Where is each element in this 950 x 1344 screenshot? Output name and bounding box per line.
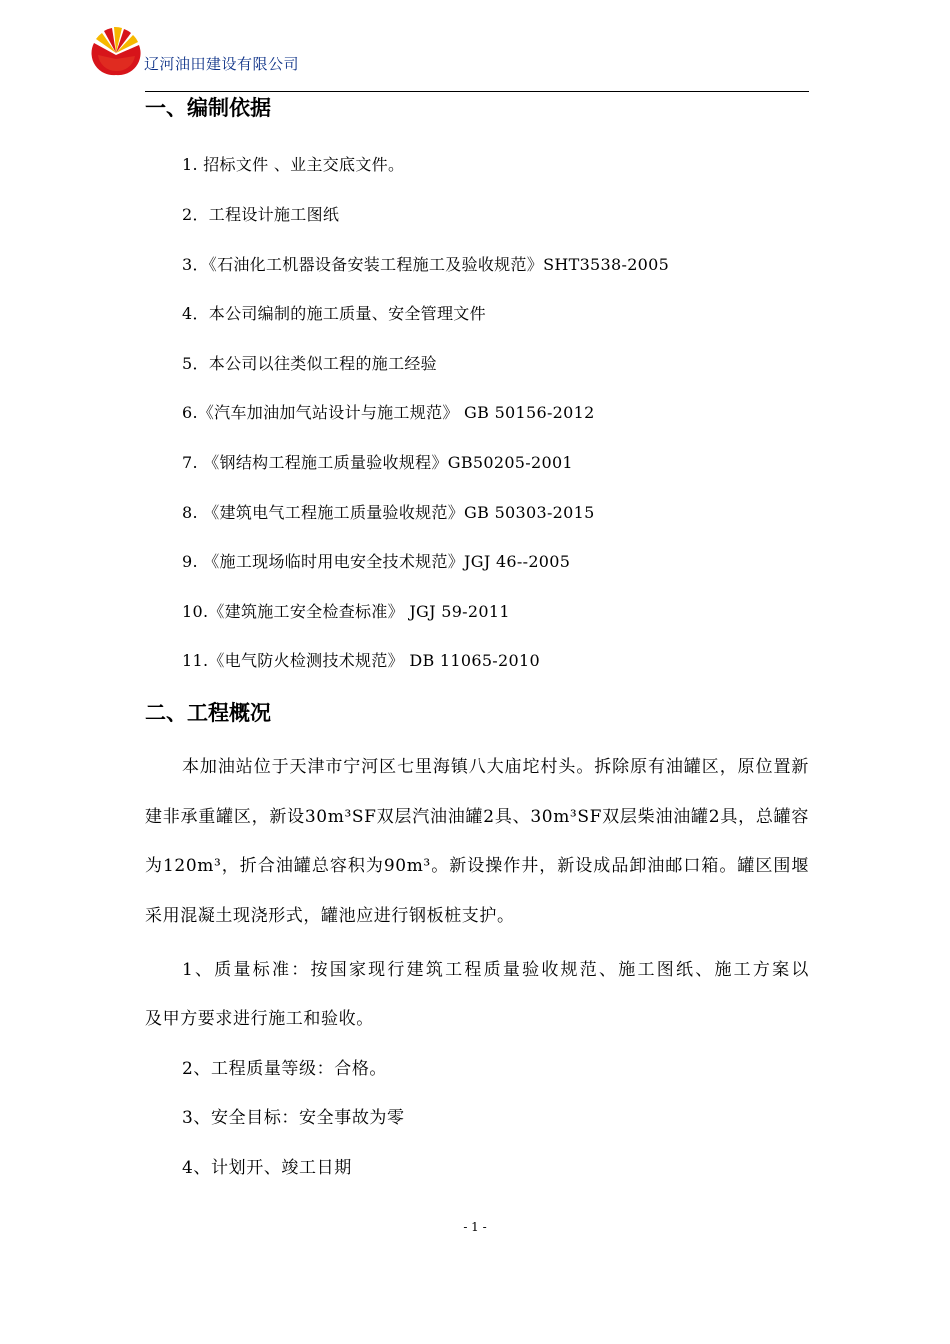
quality-standard-line-2: 及甲方要求进行施工和验收。 [145,1009,374,1029]
quality-standard-line-1: 1、质量标准：按国家现行建筑工程质量验收规范、施工图纸、施工方案以 [182,960,809,980]
section-heading-basis: 一、编制依据 [145,96,271,120]
basis-item-8: 8. 《建筑电气工程施工质量验收规范》GB 50303-2015 [182,503,595,522]
company-logo-icon [90,25,142,77]
quality-grade: 2、工程质量等级：合格。 [182,1059,388,1079]
basis-item-11: 11.《电气防火检测技术规范》 DB 11065-2010 [182,651,540,670]
basis-item-4: 4．本公司编制的施工质量、安全管理文件 [182,304,486,323]
section-heading-overview: 二、工程概况 [145,701,271,725]
basis-item-6: 6.《汽车加油加气站设计与施工规范》 GB 50156-2012 [182,403,595,422]
basis-item-7: 7. 《钢结构工程施工质量验收规程》GB50205-2001 [182,453,573,472]
basis-item-5: 5．本公司以往类似工程的施工经验 [182,354,437,373]
page-number: - 1 - [463,1220,487,1234]
safety-target: 3、安全目标：安全事故为零 [182,1108,405,1128]
company-name: 辽河油田建设有限公司 [144,55,300,73]
basis-item-9: 9. 《施工现场临时用电安全技术规范》JGJ 46--2005 [182,552,571,571]
page-header [90,25,810,93]
overview-intro: 本加油站位于天津市宁河区七里海镇八大庙坨村头。拆除原有油罐区，原位置新建非承重罐区，新设30m³SF双层汽油油罐2具、30m³SF双层柴油油罐2具，总罐容为120m³，折合油罐总容积为90m³。新设操作井，新设成品卸油邮口箱。罐区围堰采用混凝土现浇形式，罐池应进行钢板桩支护。 [145,757,809,926]
overview-paragraph [145,743,809,941]
basis-item-10: 10.《建筑施工安全检查标准》 JGJ 59-2011 [182,602,510,621]
basis-item-2: 2．工程设计施工图纸 [182,205,340,224]
schedule-heading: 4、计划开、竣工日期 [182,1158,352,1178]
basis-item-1: 1. 招标文件 、业主交底文件。 [182,155,405,174]
basis-item-3: 3．《石油化工机器设备安装工程施工及验收规范》SHT3538-2005 [182,255,670,274]
